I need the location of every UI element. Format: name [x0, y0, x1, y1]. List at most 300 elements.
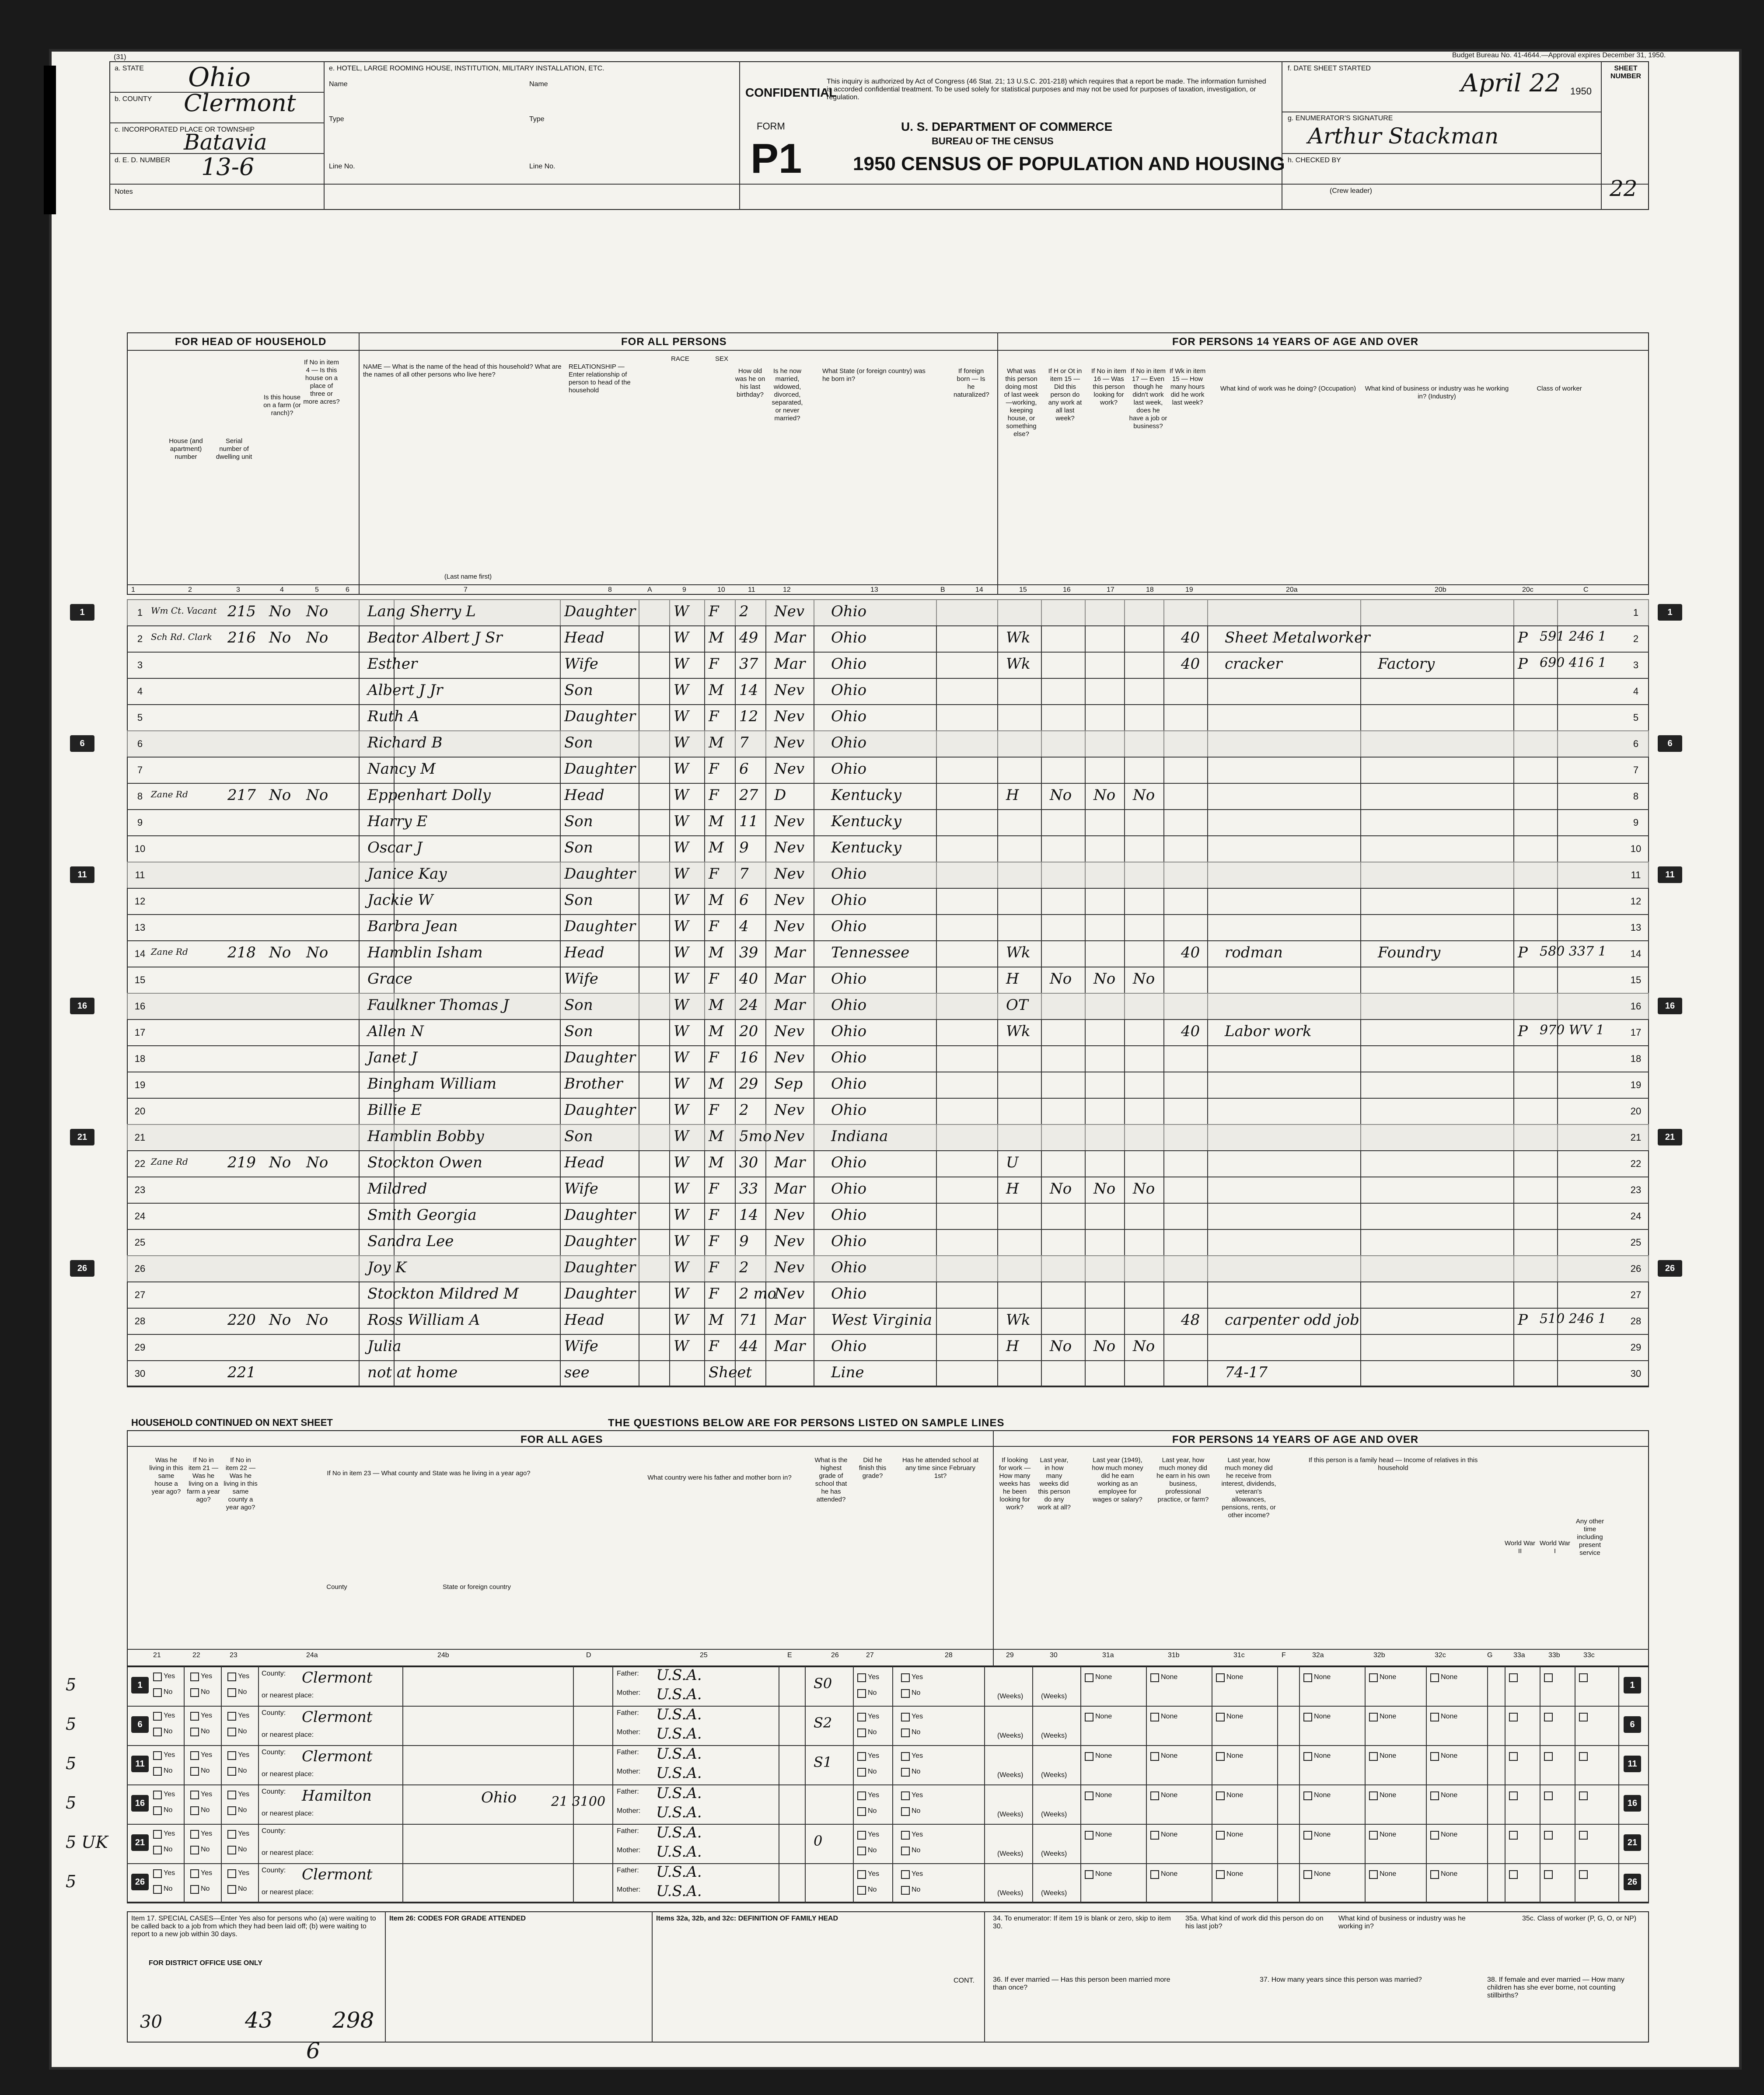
cell-acres: No: [306, 1311, 328, 1329]
cell-code: 580 337 1: [1540, 944, 1607, 959]
none-checkbox-4[interactable]: [1369, 1870, 1378, 1879]
yes-checkbox[interactable]: [190, 1869, 199, 1878]
finished-no-checkbox[interactable]: [857, 1689, 866, 1698]
cell-rel: Son: [564, 996, 593, 1014]
cell-c17: No: [1093, 1337, 1116, 1355]
cell-farm: No: [269, 603, 291, 620]
none-checkbox-3[interactable]: [1303, 1752, 1312, 1761]
school-no-label: No: [912, 1807, 921, 1815]
col33b-head: World War I: [1540, 1540, 1571, 1555]
finished-yes-checkbox[interactable]: [857, 1791, 866, 1800]
row-separator: [127, 835, 1649, 836]
school-no-checkbox[interactable]: [901, 1768, 910, 1777]
cell-marital: Nev: [774, 1023, 805, 1040]
service-checkbox-0[interactable]: [1509, 1713, 1518, 1721]
school-no-checkbox[interactable]: [901, 1689, 910, 1698]
none-checkbox-1[interactable]: [1150, 1870, 1159, 1879]
service-checkbox-0[interactable]: [1509, 1791, 1518, 1800]
cell-name: Harry E: [367, 813, 428, 830]
cell-birth: Ohio: [831, 996, 867, 1014]
hotel-type-label-2: Type: [529, 115, 545, 123]
none-checkbox-0[interactable]: [1085, 1752, 1093, 1761]
cell-name: Barbra Jean: [367, 918, 458, 935]
cell-birth: Ohio: [831, 1075, 867, 1093]
finished-yes-checkbox[interactable]: [857, 1752, 866, 1761]
colnum-5: 5: [315, 586, 319, 594]
finished-no-checkbox[interactable]: [857, 1768, 866, 1777]
sample-row-separator: [127, 1745, 1649, 1746]
cell-marital: Mar: [774, 1180, 806, 1198]
form-code: (31): [114, 53, 126, 61]
no-label: No: [238, 1806, 247, 1814]
question-35a: 35a. What kind of work did this person do on his last job?: [1185, 1915, 1324, 1930]
lower-colnum-19: 32c: [1435, 1652, 1446, 1659]
school-yes-checkbox[interactable]: [901, 1673, 910, 1682]
line-number-right: 17: [1630, 1027, 1642, 1038]
col-race-head: RACE: [671, 355, 689, 363]
cell-name: Ross William A: [367, 1311, 480, 1329]
lower-colnum-15: 31c: [1233, 1652, 1245, 1659]
yes-label: Yes: [238, 1869, 250, 1877]
yes-checkbox[interactable]: [190, 1791, 199, 1799]
cell-serial: 217: [227, 786, 256, 804]
no-checkbox[interactable]: [227, 1688, 236, 1697]
census-title: 1950 CENSUS OF POPULATION AND HOUSING: [853, 153, 1285, 175]
state-value: Ohio: [481, 1789, 517, 1806]
finished-no-checkbox[interactable]: [857, 1847, 866, 1855]
cell-rel: Wife: [564, 1337, 598, 1355]
cell-c18: No: [1133, 1180, 1155, 1198]
district-office-label: FOR DISTRICT OFFICE USE ONLY: [149, 1959, 262, 1967]
no-label: No: [164, 1767, 173, 1774]
no-checkbox[interactable]: [153, 1728, 162, 1736]
cell-sex: F: [709, 970, 719, 988]
hotel-name-label-1: Name: [329, 80, 348, 88]
service-checkbox-2[interactable]: [1579, 1713, 1588, 1721]
cell-age: 33: [739, 1180, 758, 1198]
yes-checkbox[interactable]: [153, 1791, 162, 1799]
lower-colnum-17: 32a: [1312, 1652, 1324, 1659]
service-checkbox-1[interactable]: [1544, 1791, 1553, 1800]
cell-hours: 40: [1181, 655, 1200, 673]
col-class-head: Class of worker: [1537, 385, 1582, 392]
nearest-place-label: or nearest place:: [262, 1810, 314, 1817]
col23-head: If No in item 22 — Was he living in this same county a year ago?: [224, 1456, 258, 1511]
service-checkbox-0[interactable]: [1509, 1752, 1518, 1761]
none-checkbox-5[interactable]: [1430, 1831, 1439, 1840]
yes-checkbox[interactable]: [190, 1673, 199, 1681]
col-birthplace-head: What State (or foreign country) was he born in?: [822, 367, 926, 383]
yes-checkbox[interactable]: [190, 1712, 199, 1721]
cell-race: W: [674, 708, 689, 725]
none-label: None: [1380, 1752, 1397, 1760]
none-checkbox-2[interactable]: [1216, 1831, 1225, 1840]
service-checkbox-0[interactable]: [1509, 1673, 1518, 1682]
service-checkbox-2[interactable]: [1579, 1752, 1588, 1761]
none-checkbox-3[interactable]: [1303, 1870, 1312, 1879]
none-checkbox-3[interactable]: [1303, 1713, 1312, 1721]
none-checkbox-1[interactable]: [1150, 1713, 1159, 1721]
finished-yes-label: Yes: [868, 1752, 880, 1760]
cell-name: Mildred: [367, 1180, 427, 1198]
service-checkbox-1[interactable]: [1544, 1752, 1553, 1761]
cell-rel: Son: [564, 681, 593, 699]
sample-line-badge-right: 21: [1658, 1129, 1682, 1145]
no-checkbox[interactable]: [153, 1688, 162, 1697]
yes-checkbox[interactable]: [227, 1751, 236, 1760]
cell-race: W: [674, 865, 689, 883]
colnum-14: 14: [975, 586, 983, 594]
col31c-head: Last year, how much money did he receive from interest, dividends, veteran's allowances, pensions, rents, or other income?: [1221, 1456, 1276, 1519]
nearest-place-label: or nearest place:: [262, 1731, 314, 1739]
cell-race: W: [674, 1128, 689, 1145]
service-checkbox-2[interactable]: [1579, 1870, 1588, 1879]
lower-colnum-11: 29: [1006, 1652, 1014, 1659]
cell-marital: Mar: [774, 655, 806, 673]
cell-race: W: [674, 603, 689, 620]
lower-colnum-20: G: [1487, 1652, 1493, 1659]
yes-checkbox[interactable]: [227, 1830, 236, 1839]
yes-checkbox[interactable]: [227, 1673, 236, 1681]
none-checkbox-2[interactable]: [1216, 1870, 1225, 1879]
none-checkbox-0[interactable]: [1085, 1791, 1093, 1800]
yes-checkbox[interactable]: [227, 1712, 236, 1721]
colnum-2: 2: [188, 586, 192, 594]
none-checkbox-5[interactable]: [1430, 1713, 1439, 1721]
no-checkbox[interactable]: [190, 1846, 199, 1854]
cell-sex: M: [709, 944, 724, 961]
line-number: 15: [134, 974, 146, 985]
line-number-right: 7: [1633, 765, 1639, 775]
row-separator: [127, 1045, 1649, 1046]
confidential-label: CONFIDENTIAL: [745, 86, 837, 99]
yes-label: Yes: [201, 1830, 213, 1837]
school-yes-label: Yes: [912, 1673, 923, 1681]
yes-checkbox[interactable]: [227, 1869, 236, 1878]
sample-left-mark: 5: [66, 1793, 77, 1812]
finished-yes-label: Yes: [868, 1831, 880, 1838]
school-yes-label: Yes: [912, 1870, 923, 1878]
nearest-place-label: or nearest place:: [262, 1889, 314, 1896]
lower-colnum-16: F: [1282, 1652, 1286, 1659]
cell-rel: Son: [564, 1128, 593, 1145]
none-checkbox-3[interactable]: [1303, 1791, 1312, 1800]
service-checkbox-2[interactable]: [1579, 1673, 1588, 1682]
house-address: Zane Rd: [151, 789, 188, 800]
service-checkbox-1[interactable]: [1544, 1831, 1553, 1840]
col27-head: Did he finish this grade?: [859, 1456, 887, 1480]
school-no-checkbox[interactable]: [901, 1886, 910, 1895]
cell-serial: 218: [227, 944, 256, 961]
cell-occ: Sheet Metalworker: [1225, 629, 1370, 646]
none-label: None: [1314, 1791, 1331, 1799]
service-checkbox-1[interactable]: [1544, 1870, 1553, 1879]
yes-checkbox[interactable]: [153, 1869, 162, 1878]
cell-name: Lang Sherry L: [367, 603, 476, 620]
line-no-label-1: Line No.: [329, 163, 355, 170]
cell-race: W: [674, 681, 689, 699]
cell-farm: No: [269, 944, 291, 961]
none-checkbox-2[interactable]: [1216, 1713, 1225, 1721]
service-checkbox-0[interactable]: [1509, 1870, 1518, 1879]
state-value: Ohio: [188, 62, 251, 93]
weeks-label-29: (Weeks): [997, 1732, 1023, 1739]
sample-left-mark: 5 UK: [66, 1833, 108, 1852]
finished-yes-checkbox[interactable]: [857, 1870, 866, 1879]
service-checkbox-1[interactable]: [1544, 1713, 1553, 1721]
finished-yes-checkbox[interactable]: [857, 1713, 866, 1721]
cell-occ: carpenter odd job: [1225, 1311, 1359, 1329]
no-label: No: [164, 1885, 173, 1892]
col24-head: If No in item 23 — What county and State was he living in a year ago?: [327, 1470, 531, 1477]
none-label: None: [1380, 1673, 1397, 1681]
school-yes-checkbox[interactable]: [901, 1713, 910, 1721]
yes-label: Yes: [201, 1751, 213, 1759]
cell-birth: Ohio: [831, 629, 867, 646]
cell-ind: Foundry: [1378, 944, 1441, 961]
lower-colnum-23: 33c: [1583, 1652, 1595, 1659]
no-label: No: [201, 1885, 210, 1892]
none-label: None: [1314, 1870, 1331, 1878]
none-label: None: [1441, 1752, 1458, 1760]
cell-age: 44: [739, 1337, 758, 1355]
cell-serial: 219: [227, 1154, 256, 1171]
line-number: 23: [134, 1184, 146, 1195]
line-number: 14: [134, 948, 146, 959]
yes-label: Yes: [238, 1830, 250, 1837]
cell-marital: Nev: [774, 1259, 805, 1276]
row-separator: [127, 1334, 1649, 1335]
none-checkbox-1[interactable]: [1150, 1673, 1159, 1682]
none-checkbox-2[interactable]: [1216, 1791, 1225, 1800]
colnum-20c: 20c: [1522, 586, 1533, 594]
question-37: 37. How many years since this person was married?: [1260, 1976, 1422, 1983]
question-38: 38. If female and ever married — How many children has she ever borne, not counting stillbirths?: [1487, 1976, 1624, 1999]
sample-line-badge-right: 21: [1624, 1834, 1641, 1851]
house-address: Zane Rd: [151, 1156, 188, 1167]
form-number: P1: [751, 135, 802, 182]
cell-rel: Son: [564, 734, 593, 751]
none-label: None: [1441, 1713, 1458, 1720]
no-checkbox[interactable]: [190, 1806, 199, 1815]
cell-marital: Nev: [774, 760, 805, 778]
cell-acres: No: [306, 1154, 328, 1171]
none-checkbox-0[interactable]: [1085, 1673, 1093, 1682]
grade-value: S1: [814, 1754, 832, 1770]
no-label: No: [201, 1846, 210, 1853]
no-checkbox[interactable]: [227, 1767, 236, 1776]
none-checkbox-2[interactable]: [1216, 1752, 1225, 1761]
line-number-right: 18: [1630, 1053, 1642, 1064]
father-birthplace: U.S.A.: [656, 1824, 702, 1841]
yes-checkbox[interactable]: [227, 1791, 236, 1799]
none-label: None: [1095, 1870, 1112, 1878]
none-checkbox-2[interactable]: [1216, 1673, 1225, 1682]
cell-rel: Head: [564, 629, 604, 646]
cell-occ: cracker: [1225, 655, 1282, 673]
finished-yes-checkbox[interactable]: [857, 1831, 866, 1840]
cell-c15: Wk: [1006, 629, 1030, 646]
yes-checkbox[interactable]: [153, 1673, 162, 1681]
col31a-head: Last year (1949), how much money did he earn working as an employee for wages or salary?: [1092, 1456, 1143, 1503]
school-no-checkbox[interactable]: [901, 1807, 910, 1816]
no-checkbox[interactable]: [153, 1846, 162, 1854]
none-checkbox-4[interactable]: [1369, 1673, 1378, 1682]
cell-name: Hamblin Isham: [367, 944, 483, 961]
none-checkbox-5[interactable]: [1430, 1791, 1439, 1800]
no-checkbox[interactable]: [190, 1688, 199, 1697]
tally-count-2: 298: [332, 2008, 374, 2033]
col32-head: If this person is a family head — Income of relatives in this household: [1308, 1456, 1478, 1472]
sample-line-badge-left: 26: [70, 1260, 94, 1277]
none-checkbox-0[interactable]: [1085, 1831, 1093, 1840]
sample-line-badge: 16: [131, 1795, 149, 1812]
no-checkbox[interactable]: [227, 1846, 236, 1854]
yes-label: Yes: [164, 1673, 175, 1680]
no-checkbox[interactable]: [190, 1728, 199, 1736]
question-34: 34. To enumerator: If item 19 is blank or zero, skip to item 30.: [993, 1915, 1171, 1930]
house-address: Sch Rd. Clark: [151, 632, 213, 642]
finished-no-checkbox[interactable]: [857, 1728, 866, 1737]
col31b-head: Last year, how much money did he earn in his own business, professional practice, or farm?: [1156, 1456, 1210, 1503]
school-no-checkbox[interactable]: [901, 1847, 910, 1855]
colnum-6: 6: [346, 586, 349, 594]
cell-age: 5mo: [739, 1128, 772, 1145]
no-checkbox[interactable]: [153, 1767, 162, 1776]
sample-line-badge: 21: [131, 1834, 149, 1851]
col-relationship-head: RELATIONSHIP — Enter relationship of person to head of the household: [569, 363, 631, 394]
cell-birth: Ohio: [831, 1049, 867, 1066]
cell-rel: Wife: [564, 655, 598, 673]
school-no-label: No: [912, 1689, 921, 1697]
colnum-11: 11: [748, 586, 755, 594]
house-address: Wm Ct. Vacant: [151, 605, 217, 616]
none-checkbox-0[interactable]: [1085, 1870, 1093, 1879]
no-checkbox[interactable]: [227, 1728, 236, 1736]
line-number: 7: [137, 765, 143, 775]
none-checkbox-4[interactable]: [1369, 1713, 1378, 1721]
nearest-place-label: or nearest place:: [262, 1770, 314, 1778]
sample-line-badge-right: 11: [1658, 866, 1682, 883]
none-checkbox-5[interactable]: [1430, 1870, 1439, 1879]
service-checkbox-2[interactable]: [1579, 1791, 1588, 1800]
school-no-checkbox[interactable]: [901, 1728, 910, 1737]
row-separator: [127, 1098, 1649, 1099]
school-yes-checkbox[interactable]: [901, 1831, 910, 1840]
none-label: None: [1441, 1673, 1458, 1681]
cell-marital: Mar: [774, 944, 806, 961]
line-number-right: 5: [1633, 712, 1639, 723]
cell-age: 29: [739, 1075, 758, 1093]
none-checkbox-3[interactable]: [1303, 1673, 1312, 1682]
date-label: f. DATE SHEET STARTED: [1288, 65, 1371, 72]
none-checkbox-1[interactable]: [1150, 1791, 1159, 1800]
none-checkbox-5[interactable]: [1430, 1752, 1439, 1761]
cell-rel: Daughter: [564, 603, 636, 620]
no-checkbox[interactable]: [227, 1806, 236, 1815]
service-checkbox-1[interactable]: [1544, 1673, 1553, 1682]
none-checkbox-4[interactable]: [1369, 1752, 1378, 1761]
school-yes-checkbox[interactable]: [901, 1752, 910, 1761]
no-checkbox[interactable]: [190, 1885, 199, 1894]
yes-checkbox[interactable]: [190, 1830, 199, 1839]
cell-age: 7: [739, 734, 749, 751]
sample-row-separator: [127, 1824, 1649, 1825]
cell-occ: 74-17: [1225, 1364, 1268, 1381]
finished-no-checkbox[interactable]: [857, 1807, 866, 1816]
cell-race: W: [674, 1337, 689, 1355]
cell-marital: Nev: [774, 681, 805, 699]
yes-checkbox[interactable]: [190, 1751, 199, 1760]
school-yes-checkbox[interactable]: [901, 1791, 910, 1800]
line-number: 19: [134, 1079, 146, 1090]
no-checkbox[interactable]: [153, 1885, 162, 1894]
yes-label: Yes: [238, 1712, 250, 1719]
yes-checkbox[interactable]: [153, 1751, 162, 1760]
none-checkbox-4[interactable]: [1369, 1831, 1378, 1840]
lower-colnum-22: 33b: [1548, 1652, 1560, 1659]
county-value: Clermont: [184, 89, 296, 117]
col-sex-head: SEX: [715, 355, 728, 363]
service-checkbox-0[interactable]: [1509, 1831, 1518, 1840]
col33a-head: World War II: [1505, 1540, 1536, 1555]
cell-rel: Head: [564, 1154, 604, 1171]
finished-yes-checkbox[interactable]: [857, 1673, 866, 1682]
tally-count-3: 6: [306, 2038, 320, 2064]
cell-name: Jackie W: [367, 891, 433, 909]
cell-acres: No: [306, 629, 328, 646]
none-checkbox-1[interactable]: [1150, 1752, 1159, 1761]
no-label: No: [238, 1728, 247, 1735]
colnum-4: 4: [280, 586, 284, 594]
finished-no-checkbox[interactable]: [857, 1886, 866, 1895]
cell-c16: No: [1050, 1180, 1072, 1198]
no-checkbox[interactable]: [190, 1767, 199, 1776]
school-yes-checkbox[interactable]: [901, 1870, 910, 1879]
school-yes-label: Yes: [912, 1752, 923, 1760]
none-checkbox-3[interactable]: [1303, 1831, 1312, 1840]
no-checkbox[interactable]: [227, 1885, 236, 1894]
none-checkbox-4[interactable]: [1369, 1791, 1378, 1800]
none-checkbox-5[interactable]: [1430, 1673, 1439, 1682]
none-checkbox-1[interactable]: [1150, 1831, 1159, 1840]
yes-checkbox[interactable]: [153, 1830, 162, 1839]
sample-line-badge-right: 1: [1658, 604, 1682, 621]
county-value: Hamilton: [302, 1787, 372, 1805]
cell-race: W: [674, 1233, 689, 1250]
sample-left-mark: 5: [66, 1754, 77, 1773]
tally-lines: 30: [140, 2012, 162, 2032]
continued-mark: CONT.: [954, 1977, 975, 1984]
cell-marital: Nev: [774, 813, 805, 830]
none-checkbox-0[interactable]: [1085, 1713, 1093, 1721]
row-separator: [127, 888, 1649, 889]
cell-hours: 48: [1181, 1311, 1200, 1329]
service-checkbox-2[interactable]: [1579, 1831, 1588, 1840]
cell-birth: Kentucky: [831, 813, 901, 830]
father-label: Father:: [617, 1827, 639, 1835]
weeks-label-29: (Weeks): [997, 1771, 1023, 1779]
no-checkbox[interactable]: [153, 1806, 162, 1815]
yes-label: Yes: [201, 1712, 213, 1719]
yes-checkbox[interactable]: [153, 1712, 162, 1721]
col21-head: Was he living in this same house a year ago?: [149, 1456, 183, 1495]
row-separator: [127, 1386, 1649, 1387]
lower-colnum-12: 30: [1050, 1652, 1058, 1659]
cell-age: 9: [739, 839, 749, 856]
cell-birth: Tennessee: [831, 944, 910, 961]
none-label: None: [1161, 1713, 1178, 1720]
